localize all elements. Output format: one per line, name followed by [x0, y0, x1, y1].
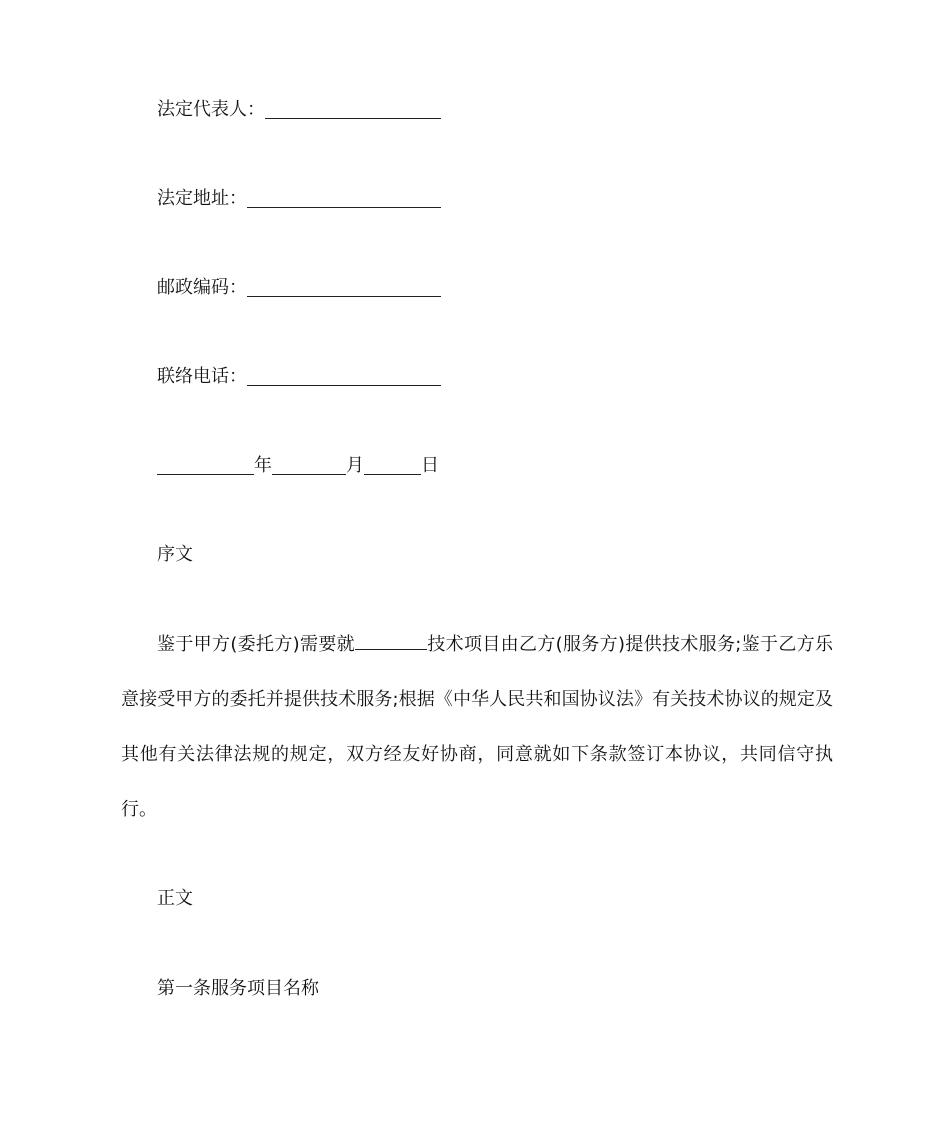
phone-blank[interactable] [247, 365, 441, 386]
phone-label: 联络电话： [157, 366, 247, 387]
preface-paragraph [121, 617, 833, 837]
postal-code-label: 邮政编码： [157, 277, 247, 298]
legal-address-line [157, 187, 441, 211]
day-blank[interactable] [364, 454, 421, 475]
legal-representative-label: 法定代表人： [157, 99, 265, 120]
phone-line [157, 365, 441, 389]
legal-representative-blank[interactable] [265, 98, 441, 119]
article-1-text: 第一条服务项目名称 [157, 978, 319, 999]
article-1-title [157, 977, 319, 1001]
legal-address-label: 法定地址： [157, 188, 247, 209]
postal-code-blank[interactable] [247, 276, 441, 297]
date-line [157, 454, 439, 478]
legal-address-blank[interactable] [247, 187, 441, 208]
preface-text-part1: 鉴于甲方(委托方)需要就 [157, 634, 355, 655]
body-heading [157, 887, 193, 911]
project-name-blank[interactable] [355, 631, 427, 650]
body-heading-text: 正文 [157, 888, 193, 909]
postal-code-line [157, 276, 441, 300]
preface-text-part2: 技术项目由乙方(服务方)提供技术服务;鉴于乙方乐意接受甲方的委托并提供技术服务;根据《中华人民共和国协议法》有关技术协议的规定及其他有关法律法规的规定，双方经友好协商，同意就如下条款签订本协议，共同信守执行。 [121, 634, 834, 820]
preface-heading [157, 543, 193, 567]
legal-representative-line [157, 98, 441, 122]
year-label: 年 [254, 455, 272, 476]
preface-heading-text: 序文 [157, 544, 193, 565]
year-blank[interactable] [157, 454, 254, 475]
month-label: 月 [346, 455, 364, 476]
month-blank[interactable] [272, 454, 346, 475]
day-label: 日 [421, 455, 439, 476]
